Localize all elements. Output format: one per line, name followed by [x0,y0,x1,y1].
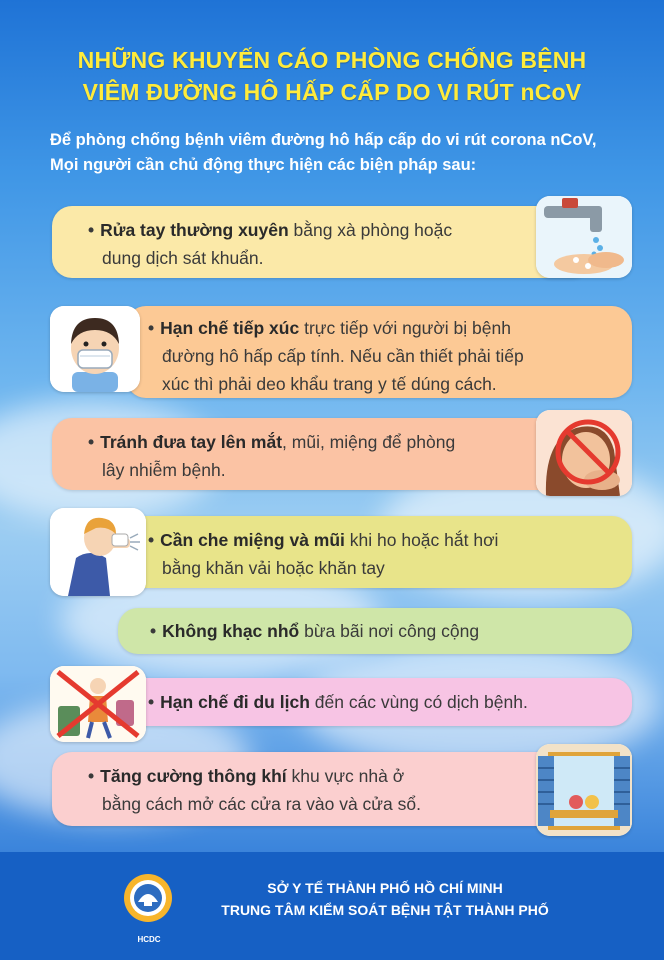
bullet: • [88,220,95,240]
tip-ventilation [52,752,592,826]
tip-text: khi ho hoặc hắt hơi [344,530,499,550]
tip-text: dung dịch sát khuẩn. [102,248,264,268]
tip-text: bằng khăn vải hoặc khăn tay [162,558,385,578]
bullet: • [148,692,155,712]
intro-line-1: Để phòng chống bệnh viêm đường hô hấp cấp do vi rút corona nCoV, [50,131,597,149]
page-title [0,44,664,108]
tip-limit-contact [126,306,632,398]
tip-text: bằng xà phòng hoặc [288,220,453,240]
bullet: • [148,530,155,550]
tip-avoid-touch-face [52,418,592,490]
title-line-2: VIÊM ĐƯỜNG HÔ HẤP CẤP DO VI RÚT nCoV [82,79,582,105]
tip-text: lây nhiễm bệnh. [102,460,226,480]
tip-bold: Tránh đưa tay lên mắt [100,432,283,452]
sneeze-person-icon [50,508,146,596]
intro-line-2: Mọi người cần chủ động thực hiện các biện pháp sau: [50,156,477,174]
footer [0,852,664,960]
tip-bold: Rửa tay thường xuyên [100,220,289,240]
bullet: • [88,432,95,452]
logo-text: HCDC [137,935,161,944]
tip-bold: Không khạc nhổ [162,621,300,641]
tip-bold: Cần che miệng và mũi [160,530,345,550]
bullet: • [88,766,95,786]
mask-person-icon [50,306,140,392]
tip-limit-travel [126,678,632,726]
tip-text: , mũi, miệng để phòng [282,432,456,452]
intro-text [50,128,650,178]
tip-no-spitting [118,608,632,654]
faucet-handwash-icon [536,196,632,278]
no-travel-icon [50,666,146,742]
tip-text: đường hô hấp cấp tính. Nếu cần thiết phải tiếp [162,346,524,366]
tip-text: bằng cách mở các cửa ra vào và cửa sổ. [102,794,421,814]
bullet: • [150,621,157,641]
tip-text: trực tiếp với người bị bệnh [299,318,511,338]
open-window-icon [536,744,632,836]
footer-line-2: TRUNG TÂM KIỂM SOÁT BỆNH TẬT THÀNH PHỐ [221,902,549,918]
no-touch-face-icon [536,410,632,496]
bullet: • [148,318,155,338]
tip-handwash [52,206,592,278]
tip-text: đến các vùng có dịch bệnh. [309,692,528,712]
tip-bold: Tăng cường thông khí [100,766,287,786]
tip-text: bừa bãi nơi công cộng [299,621,480,641]
title-line-1: NHỮNG KHUYẾN CÁO PHÒNG CHỐNG BỆNH [77,47,587,73]
tip-cover-mouth [126,516,632,588]
tip-bold: Hạn chế đi du lịch [160,692,310,712]
tip-bold: Hạn chế tiếp xúc [160,318,300,338]
footer-line-1: SỞ Y TẾ THÀNH PHỐ HỒ CHÍ MINH [267,880,503,896]
tip-text: xúc thì phải deo khẩu trang y tế dúng cách. [162,374,497,394]
hcdc-logo-icon [122,872,174,934]
tip-text: khu vực nhà ở [286,766,405,786]
